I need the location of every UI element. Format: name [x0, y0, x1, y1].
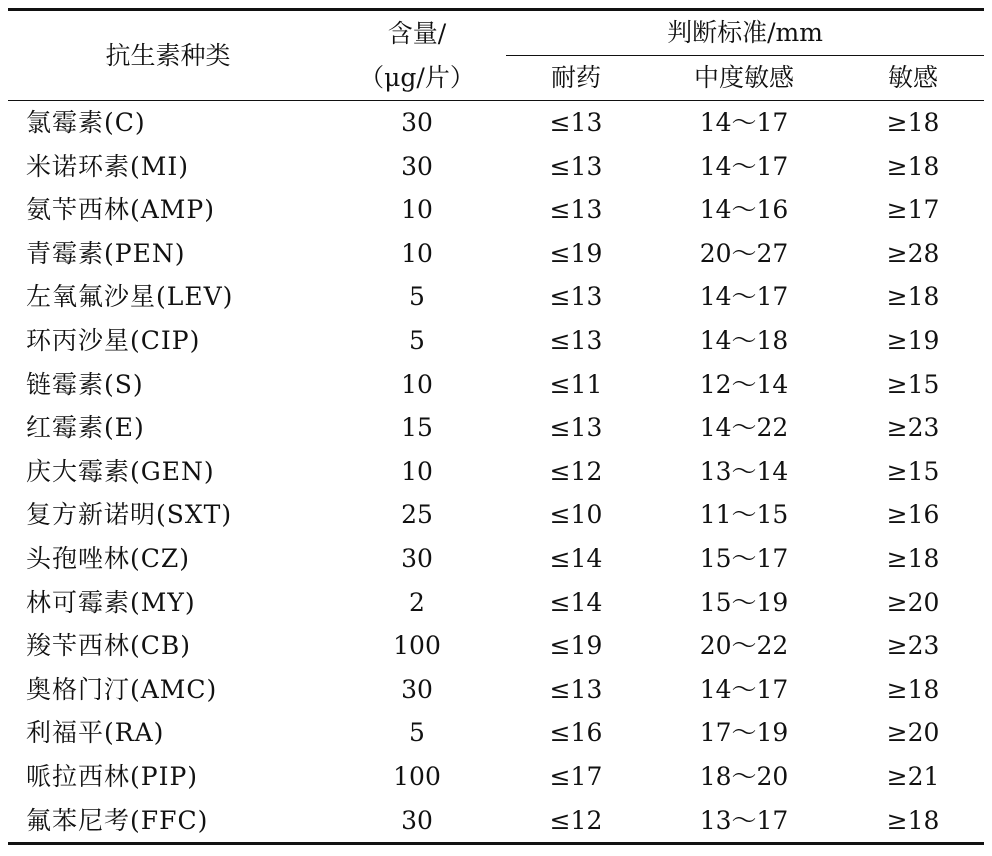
cell-antibiotic-name: 林可霉素(MY) — [26, 587, 196, 617]
cell-intermediate: 14～17 — [699, 151, 789, 181]
cell-sensitive: ≥23 — [886, 631, 940, 661]
cell-amount: 2 — [409, 587, 425, 617]
table-row — [8, 624, 984, 668]
cell-amount: 100 — [393, 631, 441, 661]
cell-resistant: ≤13 — [549, 325, 603, 355]
cell-antibiotic-name: 利福平(RA) — [26, 718, 165, 748]
cell-sensitive: ≥18 — [886, 282, 940, 312]
cell-resistant: ≤13 — [549, 674, 603, 704]
cell-amount: 10 — [401, 456, 433, 486]
cell-sensitive: ≥20 — [886, 718, 940, 748]
cell-sensitive: ≥18 — [886, 543, 940, 573]
cell-amount: 30 — [328, 799, 506, 844]
cell-intermediate: 13～17 — [646, 799, 842, 844]
table-row — [8, 711, 984, 755]
cell-resistant: ≤19 — [549, 631, 603, 661]
cell-antibiotic-name: 氯霉素(C) — [26, 108, 146, 137]
header-antibiotic-type: 抗生素种类 — [8, 10, 328, 101]
header-sensitive: 敏感 — [842, 56, 984, 101]
cell-intermediate: 14～22 — [699, 413, 789, 443]
cell-antibiotic-name: 奥格门汀(AMC) — [26, 674, 218, 704]
header-resistant: 耐药 — [506, 56, 646, 101]
header-amount-line1: 含量/ — [328, 10, 506, 56]
cell-intermediate: 18～20 — [699, 761, 789, 791]
cell-resistant: ≤13 — [549, 108, 603, 137]
cell-antibiotic-name: 氨苄西林(AMP) — [26, 195, 215, 225]
cell-antibiotic-name: 米诺环素(MI) — [26, 151, 189, 181]
cell-resistant: ≤14 — [549, 543, 603, 573]
cell-sensitive: ≥15 — [886, 369, 940, 399]
cell-antibiotic-name: 链霉素(S) — [26, 369, 144, 399]
cell-sensitive: ≥18 — [886, 108, 940, 137]
cell-amount: 5 — [409, 718, 425, 748]
header-row-top — [8, 10, 984, 56]
table-row — [8, 406, 984, 450]
cell-sensitive: ≥18 — [886, 674, 940, 704]
cell-amount: 30 — [401, 674, 433, 704]
cell-sensitive: ≥19 — [886, 325, 940, 355]
cell-sensitive: ≥17 — [886, 195, 940, 225]
cell-amount: 5 — [409, 282, 425, 312]
cell-resistant: ≤12 — [506, 799, 646, 844]
cell-antibiotic-name: 氟苯尼考(FFC) — [8, 799, 328, 844]
cell-amount: 100 — [393, 761, 441, 791]
cell-amount: 15 — [401, 413, 433, 443]
cell-antibiotic-name: 哌拉西林(PIP) — [26, 761, 199, 791]
header-criteria: 判断标准/mm — [506, 10, 984, 56]
cell-intermediate: 12～14 — [699, 369, 789, 399]
table-row — [8, 188, 984, 232]
table-row — [8, 319, 984, 363]
cell-intermediate: 15～19 — [699, 587, 789, 617]
cell-resistant: ≤13 — [549, 195, 603, 225]
table-row — [8, 275, 984, 319]
cell-amount: 30 — [401, 543, 433, 573]
table-row — [8, 493, 984, 537]
cell-intermediate: 20～22 — [699, 631, 789, 661]
table-body — [8, 101, 984, 844]
cell-antibiotic-name: 庆大霉素(GEN) — [26, 456, 215, 486]
table-header — [8, 10, 984, 101]
cell-intermediate: 14～17 — [699, 674, 789, 704]
cell-sensitive: ≥18 — [886, 151, 940, 181]
cell-resistant: ≤14 — [549, 587, 603, 617]
cell-sensitive: ≥20 — [886, 587, 940, 617]
cell-intermediate: 13～14 — [699, 456, 789, 486]
cell-resistant: ≤11 — [549, 369, 603, 399]
table-row — [8, 581, 984, 625]
cell-amount: 10 — [401, 369, 433, 399]
cell-amount: 30 — [401, 108, 433, 137]
cell-intermediate: 14～17 — [699, 108, 789, 137]
cell-intermediate: 14～17 — [699, 282, 789, 312]
cell-amount: 10 — [401, 238, 433, 268]
cell-intermediate: 14～16 — [699, 195, 789, 225]
cell-sensitive: ≥16 — [886, 500, 940, 530]
cell-resistant: ≤13 — [549, 413, 603, 443]
cell-antibiotic-name: 左氧氟沙星(LEV) — [26, 282, 234, 312]
cell-antibiotic-name: 羧苄西林(CB) — [26, 631, 192, 661]
cell-sensitive: ≥28 — [886, 238, 940, 268]
table-row — [8, 537, 984, 581]
cell-sensitive: ≥21 — [886, 761, 940, 791]
cell-resistant: ≤16 — [549, 718, 603, 748]
cell-intermediate: 17～19 — [699, 718, 789, 748]
cell-resistant: ≤12 — [549, 456, 603, 486]
cell-intermediate: 15～17 — [699, 543, 789, 573]
table-row — [8, 101, 984, 145]
cell-sensitive: ≥18 — [842, 799, 984, 844]
table-row — [8, 450, 984, 494]
cell-antibiotic-name: 青霉素(PEN) — [26, 238, 186, 268]
cell-sensitive: ≥15 — [886, 456, 940, 486]
cell-resistant: ≤13 — [549, 282, 603, 312]
cell-intermediate: 11～15 — [699, 500, 789, 530]
cell-antibiotic-name: 复方新诺明(SXT) — [26, 500, 233, 530]
antibiotic-criteria-table — [8, 8, 984, 845]
cell-antibiotic-name: 环丙沙星(CIP) — [26, 325, 201, 355]
cell-resistant: ≤19 — [549, 238, 603, 268]
table-row — [8, 145, 984, 189]
cell-resistant: ≤13 — [549, 151, 603, 181]
cell-resistant: ≤17 — [549, 761, 603, 791]
cell-amount: 5 — [409, 325, 425, 355]
table-row — [8, 363, 984, 407]
cell-resistant: ≤10 — [549, 500, 603, 530]
cell-antibiotic-name: 头孢唑林(CZ) — [26, 543, 191, 573]
cell-sensitive: ≥23 — [886, 413, 940, 443]
cell-intermediate: 14～18 — [699, 325, 789, 355]
header-intermediate: 中度敏感 — [646, 56, 842, 101]
table-row — [8, 799, 984, 844]
cell-intermediate: 20～27 — [699, 238, 789, 268]
cell-amount: 30 — [401, 151, 433, 181]
table-row — [8, 755, 984, 799]
antibiotic-criteria-table-container — [8, 8, 984, 845]
table-row — [8, 668, 984, 712]
header-amount-line2: （μg/片） — [328, 56, 506, 101]
cell-amount: 25 — [401, 500, 433, 530]
table-row — [8, 232, 984, 276]
cell-amount: 10 — [401, 195, 433, 225]
cell-antibiotic-name: 红霉素(E) — [26, 413, 145, 443]
